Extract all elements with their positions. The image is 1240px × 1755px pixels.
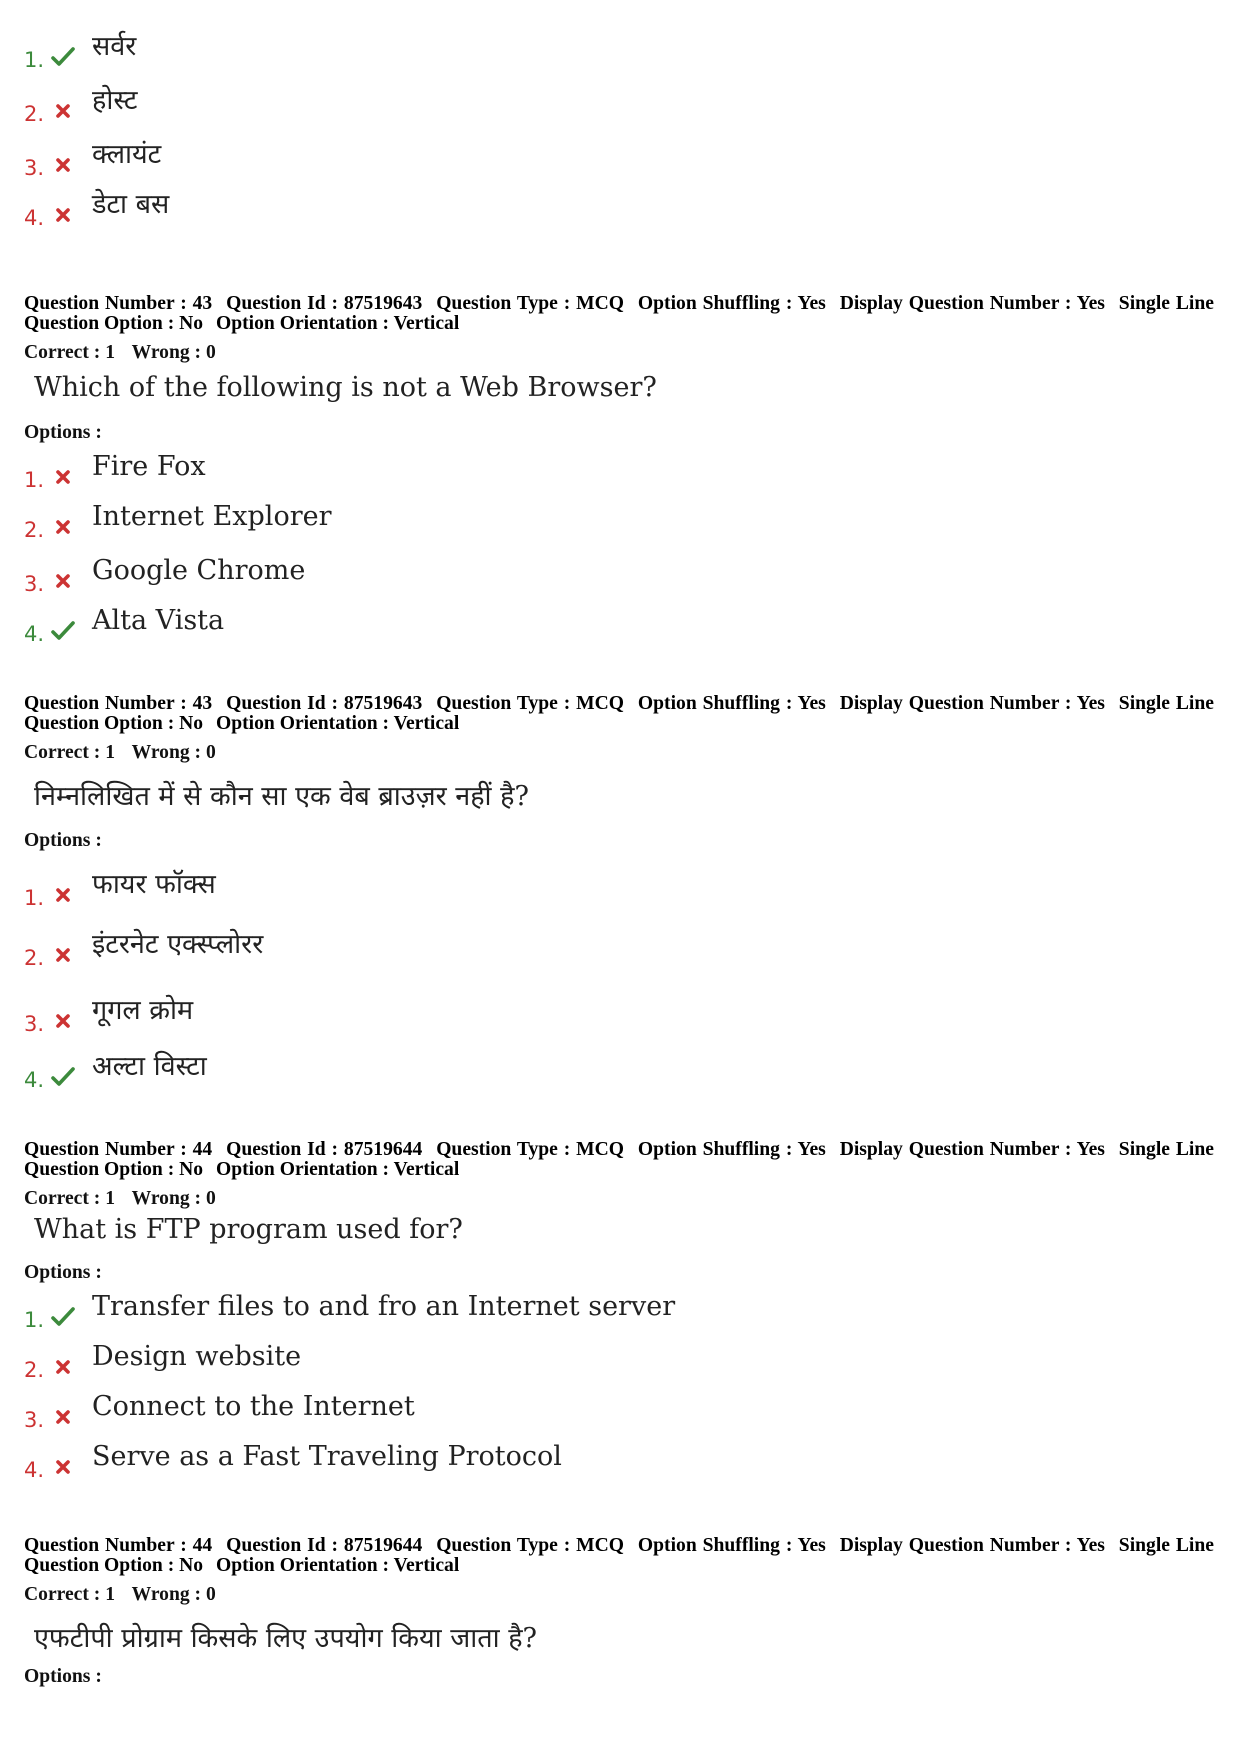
marks-line — [24, 1584, 228, 1606]
option-number: 1. — [24, 48, 45, 72]
option-number: 3. — [24, 156, 45, 180]
option-number: 1. — [24, 468, 45, 492]
question-number: Question Number : 44 — [24, 1139, 213, 1160]
option-item — [24, 1390, 924, 1434]
option-number: 4. — [24, 622, 45, 646]
option-text: Transfer files to and fro an Internet server — [92, 1291, 676, 1322]
check-icon-shape — [51, 1066, 75, 1088]
option-number: 4. — [24, 1068, 45, 1092]
cross-icon-shape — [51, 100, 75, 122]
option-item — [24, 554, 924, 598]
option-text: डेटा बस — [92, 189, 170, 220]
option-text: अल्टा विस्टा — [92, 1051, 207, 1082]
question-id: Question Id : 87519643 — [226, 693, 423, 714]
display-question-number: Display Question Number : Yes — [839, 1535, 1105, 1556]
option-text: Fire Fox — [92, 451, 206, 482]
option-text: होस्ट — [92, 85, 138, 116]
cross-icon — [51, 1456, 75, 1478]
single-line-option: Single Line Question Option : No — [24, 1535, 1214, 1576]
option-shuffling: Option Shuffling : Yes — [637, 1139, 826, 1160]
options-label: Options : — [24, 830, 102, 851]
cross-icon — [51, 466, 75, 488]
cross-icon-shape — [51, 154, 75, 176]
option-text: Internet Explorer — [92, 501, 332, 532]
display-question-number: Display Question Number : Yes — [839, 693, 1105, 714]
question-text: निम्नलिखित में से कौन सा एक वेब ब्राउज़र नहीं है? — [34, 781, 529, 812]
option-orientation: Option Orientation : Vertical — [216, 313, 460, 334]
question-meta — [24, 294, 1214, 334]
cross-icon — [51, 1356, 75, 1378]
option-item — [24, 30, 924, 74]
marks-line — [24, 742, 228, 764]
option-number: 3. — [24, 1408, 45, 1432]
question-number: Question Number : 43 — [24, 693, 213, 714]
display-question-number: Display Question Number : Yes — [839, 293, 1105, 314]
cross-icon-shape — [51, 1356, 75, 1378]
question-type: Question Type : MCQ — [436, 693, 625, 714]
single-line-option: Single Line Question Option : No — [24, 293, 1214, 334]
option-item — [24, 1440, 924, 1484]
option-orientation: Option Orientation : Vertical — [216, 1159, 460, 1180]
option-number: 2. — [24, 1358, 45, 1382]
option-shuffling: Option Shuffling : Yes — [637, 293, 826, 314]
single-line-option: Single Line Question Option : No — [24, 693, 1214, 734]
wrong-marks: Wrong : 0 — [131, 342, 216, 363]
question-id: Question Id : 87519644 — [226, 1139, 423, 1160]
question-number: Question Number : 43 — [24, 293, 213, 314]
option-number: 2. — [24, 102, 45, 126]
question-meta — [24, 1140, 1214, 1180]
option-orientation: Option Orientation : Vertical — [216, 713, 460, 734]
option-shuffling: Option Shuffling : Yes — [637, 1535, 826, 1556]
cross-icon — [51, 570, 75, 592]
option-item — [24, 1050, 924, 1094]
question-id: Question Id : 87519644 — [226, 1535, 423, 1556]
check-icon-shape — [51, 620, 75, 642]
cross-icon-shape — [51, 466, 75, 488]
cross-icon-shape — [51, 204, 75, 226]
cross-icon — [51, 884, 75, 906]
marks-line — [24, 342, 228, 364]
cross-icon-shape — [51, 944, 75, 966]
option-text: Connect to the Internet — [92, 1391, 415, 1422]
cross-icon-shape — [51, 1406, 75, 1428]
cross-icon — [51, 944, 75, 966]
wrong-marks: Wrong : 0 — [131, 1584, 216, 1605]
check-icon-shape — [51, 1306, 75, 1328]
option-item — [24, 450, 924, 494]
option-number: 2. — [24, 518, 45, 542]
option-number: 4. — [24, 1458, 45, 1482]
option-text: Alta Vista — [92, 605, 225, 636]
options-label: Options : — [24, 422, 102, 443]
option-number: 2. — [24, 946, 45, 970]
question-meta — [24, 1536, 1214, 1576]
option-item — [24, 188, 924, 232]
cross-icon — [51, 100, 75, 122]
cross-icon — [51, 1010, 75, 1032]
option-orientation: Option Orientation : Vertical — [216, 1555, 460, 1576]
option-item — [24, 868, 924, 912]
single-line-option: Single Line Question Option : No — [24, 1139, 1214, 1180]
option-text: Design website — [92, 1341, 302, 1372]
option-text: गूगल क्रोम — [92, 995, 194, 1026]
cross-icon — [51, 516, 75, 538]
option-item — [24, 84, 924, 128]
option-shuffling: Option Shuffling : Yes — [637, 693, 826, 714]
check-icon — [51, 620, 75, 642]
check-icon-shape — [51, 46, 75, 68]
option-number: 4. — [24, 206, 45, 230]
question-meta — [24, 694, 1214, 734]
question-id: Question Id : 87519643 — [226, 293, 423, 314]
question-text: Which of the following is not a Web Browser? — [34, 372, 657, 403]
cross-icon-shape — [51, 516, 75, 538]
display-question-number: Display Question Number : Yes — [839, 1139, 1105, 1160]
check-icon — [51, 1306, 75, 1328]
option-number: 3. — [24, 572, 45, 596]
option-item — [24, 500, 924, 544]
question-text: एफटीपी प्रोग्राम किसके लिए उपयोग किया जाता है? — [34, 1623, 538, 1654]
correct-marks: Correct : 1 — [24, 1584, 116, 1605]
option-text: Google Chrome — [92, 555, 306, 586]
options-label: Options : — [24, 1262, 102, 1283]
option-text: सर्वर — [92, 31, 137, 62]
question-text: What is FTP program used for? — [34, 1214, 463, 1245]
correct-marks: Correct : 1 — [24, 342, 116, 363]
option-item — [24, 928, 924, 972]
wrong-marks: Wrong : 0 — [131, 742, 216, 763]
question-number: Question Number : 44 — [24, 1535, 213, 1556]
cross-icon — [51, 1406, 75, 1428]
options-label: Options : — [24, 1666, 102, 1687]
correct-marks: Correct : 1 — [24, 742, 116, 763]
option-item — [24, 1290, 924, 1334]
check-icon — [51, 1066, 75, 1088]
marks-line — [24, 1188, 228, 1210]
cross-icon — [51, 204, 75, 226]
option-item — [24, 1340, 924, 1384]
correct-marks: Correct : 1 — [24, 1188, 116, 1209]
question-type: Question Type : MCQ — [436, 1535, 625, 1556]
wrong-marks: Wrong : 0 — [131, 1188, 216, 1209]
check-icon — [51, 46, 75, 68]
option-number: 1. — [24, 886, 45, 910]
option-number: 3. — [24, 1012, 45, 1036]
cross-icon-shape — [51, 884, 75, 906]
question-type: Question Type : MCQ — [436, 1139, 625, 1160]
option-text: Serve as a Fast Traveling Protocol — [92, 1441, 562, 1472]
option-item — [24, 604, 924, 648]
option-item — [24, 994, 924, 1038]
cross-icon-shape — [51, 1456, 75, 1478]
option-number: 1. — [24, 1308, 45, 1332]
option-item — [24, 138, 924, 182]
cross-icon — [51, 154, 75, 176]
option-text: फायर फॉक्स — [92, 869, 216, 900]
option-text: क्लायंट — [92, 139, 162, 170]
option-text: इंटरनेट एक्स्प्लोरर — [92, 929, 264, 960]
cross-icon-shape — [51, 570, 75, 592]
question-type: Question Type : MCQ — [436, 293, 625, 314]
cross-icon-shape — [51, 1010, 75, 1032]
